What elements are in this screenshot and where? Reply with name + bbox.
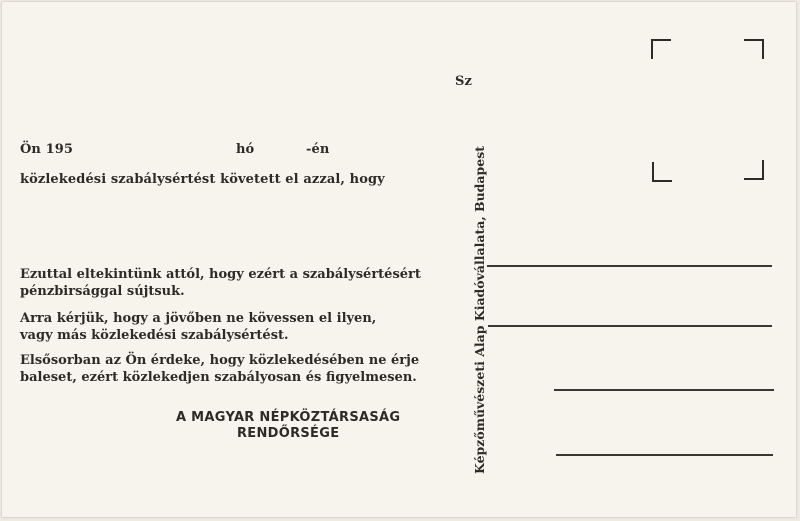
address-line (554, 389, 774, 391)
signature-block (176, 410, 400, 442)
violation-line: közlekedési szabálysértést követett el azzal, hogy (20, 172, 385, 187)
paragraph-line: baleset, ezért közlekedjen szabályosan és figyelmesen. (20, 370, 417, 385)
paragraph-line: Ezuttal eltekintünk attól, hogy ezért a szabálysértésért (20, 267, 421, 282)
stamp-corner-top-right (744, 39, 764, 59)
address-line (488, 325, 772, 327)
paragraph-safety (20, 352, 419, 386)
paragraph-line: Arra kérjük, hogy a jövőben ne kövessen el ilyen, (20, 311, 377, 326)
stamp-corner-bottom-right (744, 160, 764, 180)
paragraph-line: vagy más közlekedési szabálysértést. (20, 328, 289, 343)
sz-label: Sz (455, 74, 472, 89)
paragraph-request (20, 310, 376, 344)
stamp-corner-bottom-left (652, 162, 672, 182)
date-year-label: Ön 195 (20, 142, 74, 157)
publisher-imprint: Képzőművészeti Alap Kiadóvállalata, Budapest (472, 145, 487, 474)
date-day-label: -én (306, 142, 330, 157)
paragraph-line: pénzbirsággal sújtsuk. (20, 284, 185, 299)
paragraph-forgiveness (20, 266, 421, 300)
signature-line-1: A MAGYAR NÉPKÖZTÁRSASÁG (176, 410, 401, 425)
address-line (487, 265, 772, 267)
date-month-label: hó (236, 142, 255, 157)
stamp-corner-top-left (651, 39, 671, 59)
address-line (556, 454, 773, 456)
paragraph-line: Elsősorban az Ön érdeke, hogy közlekedésében ne érje (20, 353, 420, 368)
signature-line-2: RENDŐRSÉGE (236, 426, 340, 441)
